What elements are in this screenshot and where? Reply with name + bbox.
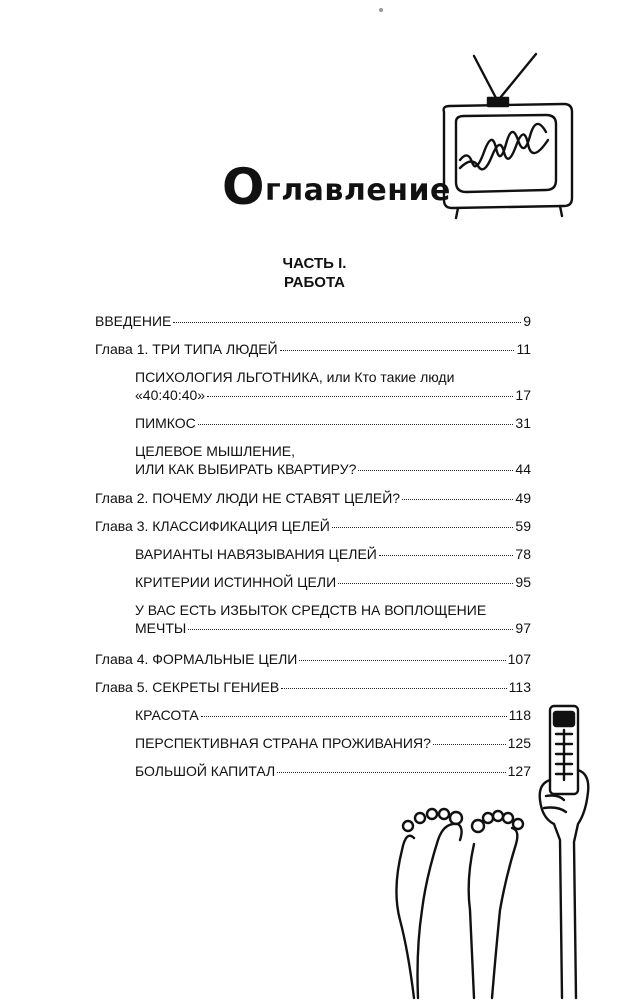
title-rest: главление [265,173,451,208]
toc-entry[interactable] [95,517,531,535]
toc-entry-label: ПЕРСПЕКТИВНАЯ СТРАНА ПРОЖИВАНИЯ? [135,735,431,751]
toc-entry-page: 113 [508,679,531,695]
toc-entry-label: Глава 2. ПОЧЕМУ ЛЮДИ НЕ СТАВЯТ ЦЕЛЕЙ? [95,490,401,506]
leader-dots [338,583,513,584]
toc-entry-label: МЕЧТЫ [135,620,187,636]
leader-dots [188,629,513,630]
toc-entry-label: Глава 1. ТРИ ТИПА ЛЮДЕЙ [95,341,278,357]
leader-dots [379,555,514,556]
toc-entry-page: 125 [507,735,531,751]
toc-entry-label: Глава 4. ФОРМАЛЬНЫЕ ЦЕЛИ [95,651,298,667]
toc-entry-label: ВВЕДЕНИЕ [95,313,172,329]
toc-entry[interactable] [135,762,531,780]
feet-illustration [370,800,530,1000]
toc-entry-page: 127 [507,763,531,779]
toc-entry[interactable] [135,573,531,591]
page-title [222,158,451,216]
toc-entry[interactable] [135,706,531,724]
toc-entry-page: 9 [523,313,531,329]
toc-entry-label: БОЛЬШОЙ КАПИТАЛ [135,763,276,779]
toc-entry-page: 17 [515,387,531,403]
toc-entry-label-line1: ЦЕЛЕВОЕ МЫШЛЕНИЕ, [135,443,296,459]
toc-entry-label-line1: У ВАС ЕСТЬ ИЗБЫТОК СРЕДСТВ НА ВОПЛОЩЕНИЕ [135,602,487,618]
part-heading [0,254,629,292]
title-initial: О [222,158,266,216]
leader-dots [280,350,515,351]
leader-dots [358,470,513,471]
part-title: РАБОТА [283,274,346,291]
toc-entry-label: «40:40:40» [135,387,206,403]
leader-dots [277,772,505,773]
toc-entry-label: Глава 5. СЕКРЕТЫ ГЕНИЕВ [95,679,280,695]
toc-entry[interactable] [135,734,531,752]
toc-entry-page: 97 [515,620,531,636]
toc-entry[interactable] [95,489,531,507]
leader-dots [201,716,507,717]
toc-entry-page: 107 [507,651,531,667]
toc-entry[interactable] [95,340,531,358]
toc-entry[interactable] [135,368,531,404]
toc-entry-label: КРАСОТА [135,707,199,723]
tv-illustration [438,48,578,218]
toc-entry-page: 118 [508,707,531,723]
toc-entry-page: 11 [516,341,531,357]
leader-dots [332,527,514,528]
toc-entry[interactable] [95,650,531,668]
part-number: ЧАСТЬ I. [282,255,347,272]
remote-hand-illustration [536,700,596,1000]
toc-entry-label: ПИМКОС [135,415,196,431]
leader-dots [198,424,514,425]
toc-entry[interactable] [135,442,531,478]
toc-entry-label: Глава 3. КЛАССИФИКАЦИЯ ЦЕЛЕЙ [95,518,330,534]
toc-entry-label-line1: ПСИХОЛОГИЯ ЛЬГОТНИКА, или Кто такие люди [135,369,455,385]
leader-dots [281,688,507,689]
page-mark [379,8,383,12]
toc-entry-page: 49 [515,490,531,506]
toc-entry-label: ВАРИАНТЫ НАВЯЗЫВАНИЯ ЦЕЛЕЙ [135,546,377,562]
toc-entry-page: 95 [515,574,531,590]
toc-entry[interactable] [135,601,531,637]
leader-dots [402,499,513,500]
leader-dots [299,660,505,661]
toc-entry-page: 78 [515,546,531,562]
toc-entry[interactable] [135,545,531,563]
toc-entry-label: КРИТЕРИИ ИСТИННОЙ ЦЕЛИ [135,574,337,590]
leader-dots [207,396,513,397]
toc-entry-page: 44 [515,461,531,477]
leader-dots [433,744,506,745]
toc-entry[interactable] [95,312,531,330]
toc-entry[interactable] [135,414,531,432]
toc-entry[interactable] [95,678,531,696]
toc-entry-page: 59 [515,518,531,534]
leader-dots [173,322,521,323]
toc-entry-page: 31 [515,415,531,431]
toc-entry-label: ИЛИ КАК ВЫБИРАТЬ КВАРТИРУ? [135,461,357,477]
